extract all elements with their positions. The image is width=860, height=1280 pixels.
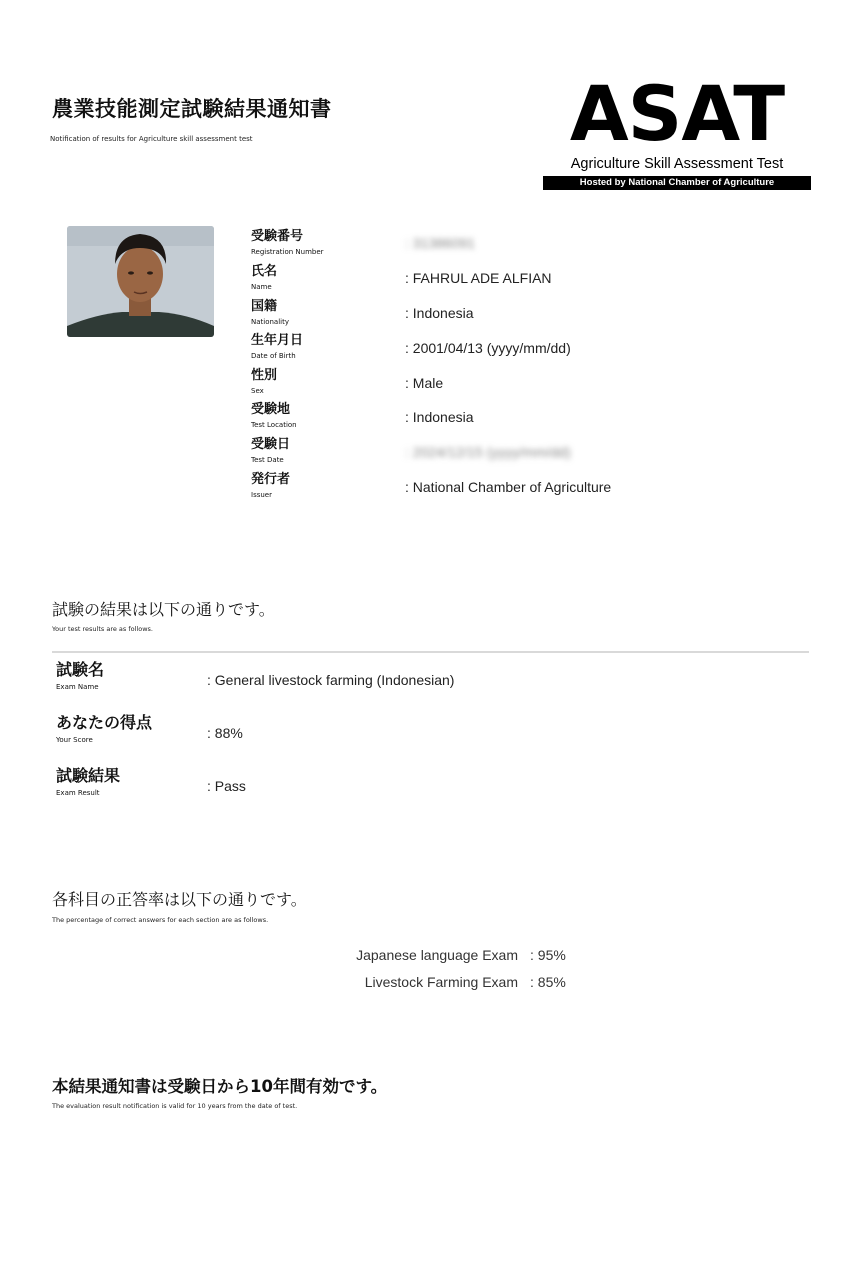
info-row-dob (251, 333, 303, 361)
nationality-value: : Indonesia (405, 305, 474, 321)
person-portrait-icon (67, 226, 214, 337)
sections-subheading: The percentage of correct answers for each section are as follows. (52, 916, 269, 924)
issuer-label-en: Issuer (251, 491, 272, 499)
registration-value: : 31386091 (405, 235, 476, 251)
location-label-en: Test Location (251, 421, 297, 429)
test-date-value: : 2024/12/15 (yyyy/mm/dd) (405, 444, 571, 460)
registration-label-en: Registration Number (251, 248, 324, 256)
exam-name-label-jp: 試験名 (56, 660, 105, 679)
issuer-value: : National Chamber of Agriculture (405, 479, 612, 495)
result-label-jp: 試験結果 (56, 766, 121, 785)
section-divider (52, 651, 809, 653)
validity-statement-en: The evaluation result notification is valid for 10 years from the date of test. (52, 1102, 298, 1110)
score-value: : 88% (207, 725, 243, 741)
test-date-label-jp: 受験日 (251, 437, 291, 452)
results-heading: 試験の結果は以下の通りです。 (52, 600, 275, 619)
test-date-label-en: Test Date (251, 456, 284, 464)
sex-label-en: Sex (251, 387, 264, 395)
registration-label-jp: 受験番号 (251, 229, 304, 244)
result-value: : Pass (207, 778, 246, 794)
sex-value: : Male (405, 375, 444, 391)
result-row-result (56, 766, 120, 798)
document-subtitle: Notification of results for Agriculture skill assessment test (50, 135, 253, 143)
sex-label-jp: 性別 (251, 368, 278, 383)
location-value: : Indonesia (405, 409, 474, 425)
score-label-jp: あなたの得点 (56, 713, 153, 732)
info-row-nationality (251, 299, 289, 327)
info-row-registration (251, 229, 324, 257)
results-subheading: Your test results are as follows. (52, 625, 153, 633)
document-title: 農業技能測定試験結果通知書 (52, 97, 332, 121)
sections-heading: 各科目の正答率は以下の通りです。 (52, 890, 307, 909)
exam-name-label-en: Exam Name (56, 683, 99, 691)
info-row-sex (251, 368, 277, 396)
section-label-livestock: Livestock Farming Exam (364, 974, 518, 990)
asat-logo (543, 69, 811, 190)
section-value-japanese: : 95% (530, 947, 566, 963)
score-label-en: Your Score (56, 736, 93, 744)
dob-label-jp: 生年月日 (251, 333, 304, 348)
applicant-photo (67, 226, 214, 337)
name-value: : FAHRUL ADE ALFIAN (405, 270, 552, 286)
info-row-test-date (251, 437, 290, 465)
result-row-score (56, 713, 152, 745)
name-label-jp: 氏名 (251, 264, 278, 279)
info-row-location (251, 402, 297, 430)
location-label-jp: 受験地 (251, 402, 291, 417)
result-label-en: Exam Result (56, 789, 100, 797)
info-row-issuer (251, 472, 290, 500)
logo-wordmark: ASAT (569, 69, 785, 158)
result-row-exam-name (56, 660, 104, 692)
nationality-label-jp: 国籍 (251, 299, 278, 314)
logo-tagline: Agriculture Skill Assessment Test (570, 156, 784, 172)
info-row-name (251, 264, 277, 292)
issuer-label-jp: 発行者 (251, 472, 291, 487)
nationality-label-en: Nationality (251, 318, 290, 326)
exam-name-value: : General livestock farming (Indonesian) (207, 672, 455, 688)
validity-statement: 本結果通知書は受験日から10年間有効です。 (52, 1077, 388, 1096)
logo-host-banner: Hosted by National Chamber of Agriculture (543, 176, 811, 190)
dob-label-en: Date of Birth (251, 352, 296, 360)
dob-value: : 2001/04/13 (yyyy/mm/dd) (405, 340, 571, 356)
section-value-livestock: : 85% (530, 974, 566, 990)
section-label-japanese: Japanese language Exam (356, 947, 518, 963)
name-label-en: Name (251, 283, 272, 291)
